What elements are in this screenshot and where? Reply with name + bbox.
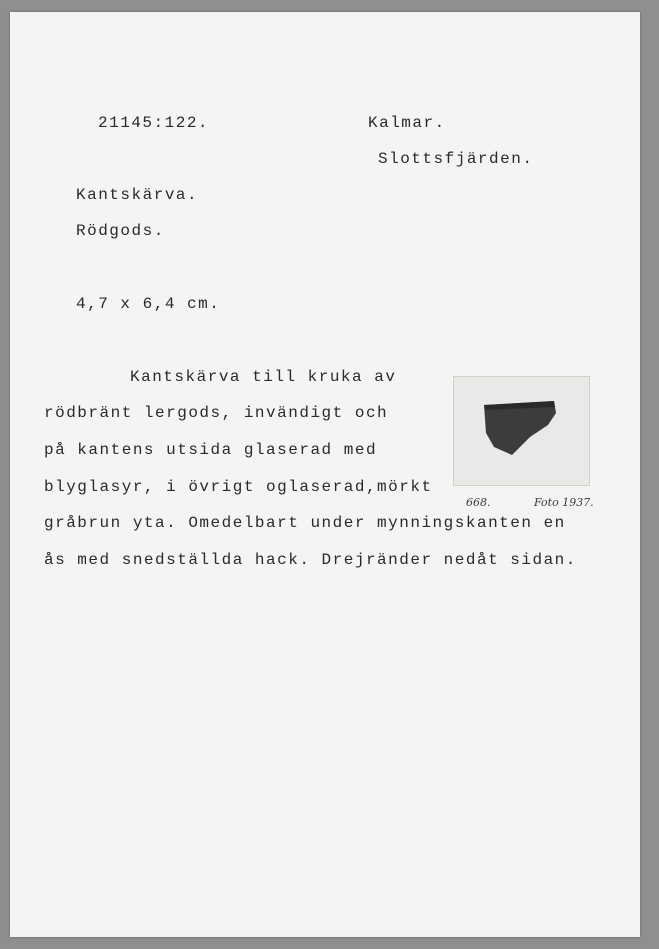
- catalog-card: [10, 12, 640, 937]
- dimensions: 4,7 x 6,4 cm.: [76, 295, 221, 313]
- sherd-photo: [453, 376, 590, 486]
- place-name: Kalmar.: [368, 114, 446, 132]
- description-line: gråbrun yta. Omedelbart under mynningskanten en: [44, 514, 566, 532]
- photo-credit: Foto 1937.: [534, 496, 594, 509]
- description-line: på kantens utsida glaserad med: [44, 441, 378, 459]
- description-line: Kantskärva till kruka av: [130, 368, 397, 386]
- description-line: blyglasyr, i övrigt oglaserad,mörkt: [44, 478, 433, 496]
- object-type: Kantskärva.: [76, 186, 199, 204]
- catalog-number: 21145:122.: [98, 114, 210, 132]
- description-line: ås med snedställda hack. Drejränder nedåt sidan.: [44, 551, 577, 569]
- description-line: rödbränt lergods, invändigt och: [44, 404, 389, 422]
- photo-number: 668.: [466, 496, 491, 509]
- pottery-sherd-icon: [454, 377, 589, 485]
- material: Rödgods.: [76, 222, 165, 240]
- site-name: Slottsfjärden.: [378, 150, 534, 168]
